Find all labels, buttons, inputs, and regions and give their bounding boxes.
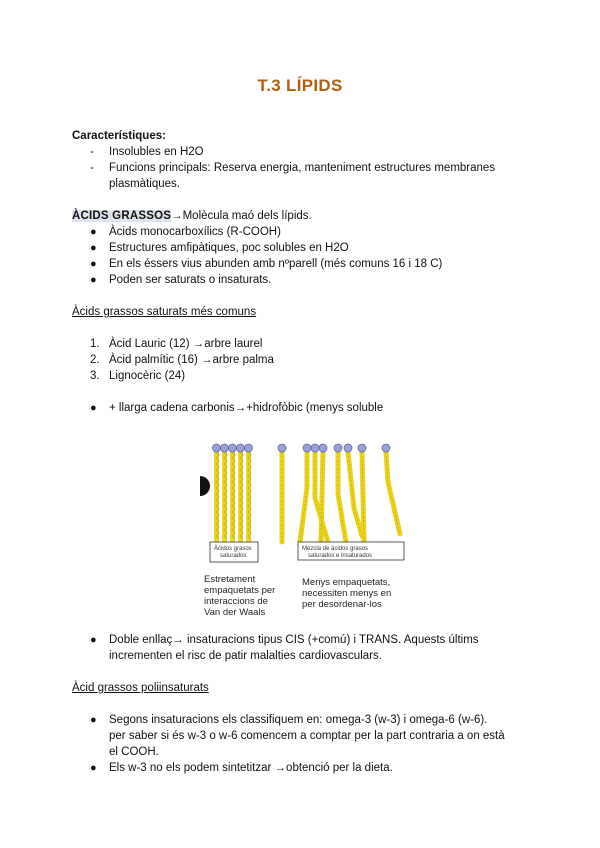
list-item: Insolubles en H2O bbox=[109, 146, 204, 158]
bullet-marker: ● bbox=[90, 258, 97, 270]
list-item-continuation: el COOH. bbox=[109, 746, 159, 758]
dash-marker: - bbox=[90, 146, 94, 158]
poliinsaturats-heading: Àcid grassos poliinsaturats bbox=[72, 682, 209, 694]
list-item: Àcids monocarboxílics (R-COOH) bbox=[109, 226, 281, 238]
list-number: 2. bbox=[90, 354, 100, 366]
list-item: Segons insaturacions els classifiquem en: omega-3 (w-3) i omega-6 (w-6). bbox=[109, 714, 488, 726]
bullet-marker: ● bbox=[90, 226, 97, 238]
bullet-marker: ● bbox=[90, 634, 97, 646]
acids-grassos-heading: ÀCIDS GRASSOS bbox=[72, 210, 172, 222]
bullet-marker: ● bbox=[90, 242, 97, 254]
caption-unsaturated: Menys empaquetats, necessiten menys en per desordenar-los bbox=[302, 577, 392, 610]
list-item: Àcid palmític (16) →arbre palma bbox=[109, 354, 274, 366]
bullet-marker: ● bbox=[90, 402, 97, 414]
list-item-continuation: incrementen el risc de patir malalties cardiovasculars. bbox=[109, 650, 382, 662]
list-item: Estructures amfipàtiques, poc solubles en H2O bbox=[109, 242, 349, 254]
list-item: Àcid Lauric (12) →arbre laurel bbox=[109, 338, 263, 350]
unsaturated-chains bbox=[278, 444, 400, 542]
label-box-saturated bbox=[210, 542, 258, 562]
label-saturated: Àcidos grasos saturados bbox=[214, 546, 252, 559]
saturated-chains bbox=[213, 444, 253, 544]
list-item: Lignocèric (24) bbox=[109, 370, 186, 382]
list-item: Funcions principals: Reserva energia, manteniment estructures membranes bbox=[109, 162, 496, 174]
bullet-marker: ● bbox=[90, 762, 97, 774]
list-item: Doble enllaç→ insaturacions tipus CIS (+comú) i TRANS. Aquests últims bbox=[109, 634, 479, 646]
saturats-heading: Àcids grassos saturats més comuns bbox=[72, 306, 257, 318]
bullet-marker: ● bbox=[90, 274, 97, 286]
acids-grassos-definition: →Molècula maó dels lípids. bbox=[171, 210, 312, 222]
list-number: 3. bbox=[90, 370, 100, 382]
caption-saturated: Estretament empaquetats per interaccions de Van der Waals bbox=[204, 574, 276, 618]
label-mixed: Mezcla de ácidos grasos saturados e insaturados bbox=[302, 546, 373, 559]
bullet-marker: ● bbox=[90, 714, 97, 726]
page-title: T.3 LÍPIDS bbox=[257, 76, 343, 95]
list-item-continuation: per saber si és w-3 o w-6 comencem a comptar per la part contraria a on està bbox=[109, 730, 505, 742]
list-item: + llarga cadena carbonis→+hidrofòbic (menys soluble bbox=[109, 402, 384, 414]
dash-marker: - bbox=[90, 162, 94, 174]
list-item-continuation: plasmàtiques. bbox=[109, 178, 180, 190]
acids-grassos-line bbox=[72, 208, 312, 224]
fatty-acid-packing-figure bbox=[200, 438, 410, 624]
list-item: Els w-3 no els podem sintetitzar →obtenció per la dieta. bbox=[109, 762, 393, 774]
caracteristiques-heading: Característiques: bbox=[72, 130, 166, 142]
list-item: En els éssers vius abunden amb nºparell (més comuns 16 i 18 C) bbox=[109, 258, 443, 270]
list-number: 1. bbox=[90, 338, 100, 350]
edge-marker-icon bbox=[200, 476, 210, 496]
list-item: Poden ser saturats o insaturats. bbox=[109, 274, 272, 286]
